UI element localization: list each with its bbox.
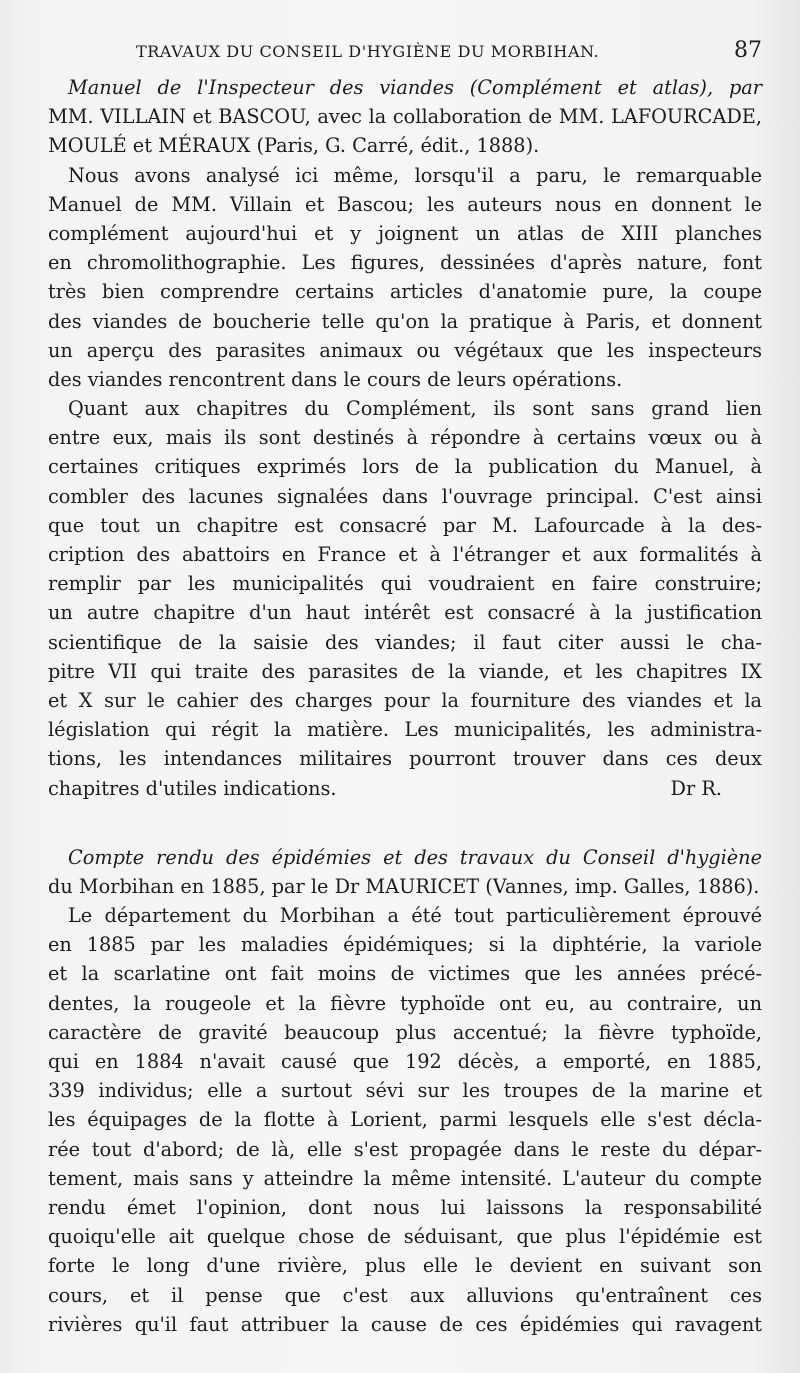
closing-line xyxy=(48,774,762,803)
text-line: combler des lacunes signalées dans l'ouvrage principal. C'est ainsi xyxy=(48,484,762,508)
text-line: les équipages de la flotte à Lorient, parmi lesquels elle s'est décla- xyxy=(48,1108,762,1132)
text-line: remplir par les municipalités qui voudraient en faire construire; xyxy=(48,572,762,596)
text-line: tement, mais sans y atteindre la même intensité. L'auteur du compte xyxy=(48,1166,762,1190)
text-line: législation qui régit la matière. Les municipalités, les administra- xyxy=(48,718,762,742)
paragraph xyxy=(48,901,762,1339)
text-line: entre eux, mais ils sont destinés à répondre à certains vœux ou à xyxy=(48,426,762,450)
text-line: très bien comprendre certains articles d'anatomie pure, la coupe xyxy=(48,280,762,304)
text-line: Le département du Morbihan a été tout particulièrement éprouvé xyxy=(68,904,762,928)
text-line: rée tout d'abord; de là, elle s'est propagée dans le reste du dépar- xyxy=(48,1137,762,1161)
review-villain-bascou xyxy=(48,73,762,803)
citation-line: Compte rendu des épidémies et des travaux du Conseil d'hygiène xyxy=(68,845,762,869)
page-header xyxy=(48,38,762,68)
text-line: un aperçu des parasites animaux ou végétaux que les inspecteurs xyxy=(48,338,762,362)
text-line: un autre chapitre d'un haut intérêt est consacré à la justification xyxy=(48,601,762,625)
text-line: scientifique de la saisie des viandes; il faut citer aussi le cha- xyxy=(48,630,762,654)
text-line: cription des abattoirs en France et à l'étranger et aux formalités à xyxy=(48,543,762,566)
text-line: et X sur le cahier des charges pour la fourniture des viandes et la xyxy=(48,688,762,712)
text-line: des viandes rencontrent dans le cours de leurs opérations. xyxy=(48,367,623,391)
citation-line: Manuel de l'Inspecteur des viandes (Complément et atlas), par xyxy=(68,76,762,99)
page-number: 87 xyxy=(734,38,762,63)
citation-block xyxy=(48,843,762,901)
review-mauricet xyxy=(48,843,762,1339)
signature: Dr R. xyxy=(670,776,722,800)
running-head: TRAVAUX DU CONSEIL D'HYGIÈNE DU MORBIHAN. xyxy=(136,42,600,61)
text-line: certaines critiques exprimés lors de la publication du Manuel, à xyxy=(48,455,762,479)
text-line: que tout un chapitre est consacré par M. Lafourcade à la des- xyxy=(48,513,762,537)
text-line: pitre VII qui traite des parasites de la viande, et les chapitres IX xyxy=(48,659,762,683)
closing-text: chapitres d'utiles indications. xyxy=(48,776,337,800)
citation-line: MOULÉ et MÉRAUX (Paris, G. Carré, édit., 1888). xyxy=(48,134,540,158)
text-line: Quant aux chapitres du Complément, ils sont sans grand lien xyxy=(68,397,762,421)
paragraph xyxy=(48,394,762,803)
page-body xyxy=(48,73,762,1339)
citation-block xyxy=(48,73,762,161)
text-line: cours, et il pense que c'est aux alluvions qu'entraînent ces xyxy=(48,1283,762,1307)
text-line: forte le long d'une rivière, plus elle le devient en suivant son xyxy=(48,1254,762,1278)
section-gap xyxy=(48,803,762,843)
text-line: dentes, la rougeole et la fièvre typhoïde ont eu, au contraire, un xyxy=(48,991,762,1015)
citation-line: MM. VILLAIN et BASCOU, avec la collaboration de MM. LAFOURCADE, xyxy=(48,105,762,129)
text-line: rendu émet l'opinion, dont nous lui laissons la responsabilité xyxy=(48,1195,762,1219)
paragraph xyxy=(48,161,762,395)
text-line: quoiqu'elle ait quelque chose de séduisant, que plus l'épidémie est xyxy=(48,1225,762,1249)
text-line: complément aujourd'hui et y joignent un atlas de XIII planches xyxy=(48,221,762,245)
text-line: et la scarlatine ont fait moins de victimes que les années précé- xyxy=(48,962,762,986)
text-line: des viandes de boucherie telle qu'on la pratique à Paris, et donnent xyxy=(48,309,762,333)
text-line: en chromolithographie. Les figures, dessinées d'après nature, font xyxy=(48,251,762,275)
text-line: en 1885 par les maladies épidémiques; si la diphtérie, la variole xyxy=(48,933,762,957)
text-line: rivières qu'il faut attribuer la cause de ces épidémies qui ravagent xyxy=(48,1312,762,1336)
text-line: qui en 1884 n'avait causé que 192 décès, a emporté, en 1885, xyxy=(48,1050,762,1073)
text-line: caractère de gravité beaucoup plus accentué; la fièvre typhoïde, xyxy=(48,1020,762,1044)
text-line: 339 individus; elle a surtout sévi sur les troupes de la marine et xyxy=(48,1079,762,1103)
text-line: Nous avons analysé ici même, lorsqu'il a paru, le remarquable xyxy=(68,163,762,187)
text-line: Manuel de MM. Villain et Bascou; les auteurs nous en donnent le xyxy=(48,192,762,216)
text-line: tions, les intendances militaires pourront trouver dans ces deux xyxy=(48,747,762,771)
citation-line: du Morbihan en 1885, par le Dr MAURICET (Vannes, imp. Galles, 1886). xyxy=(48,874,760,898)
